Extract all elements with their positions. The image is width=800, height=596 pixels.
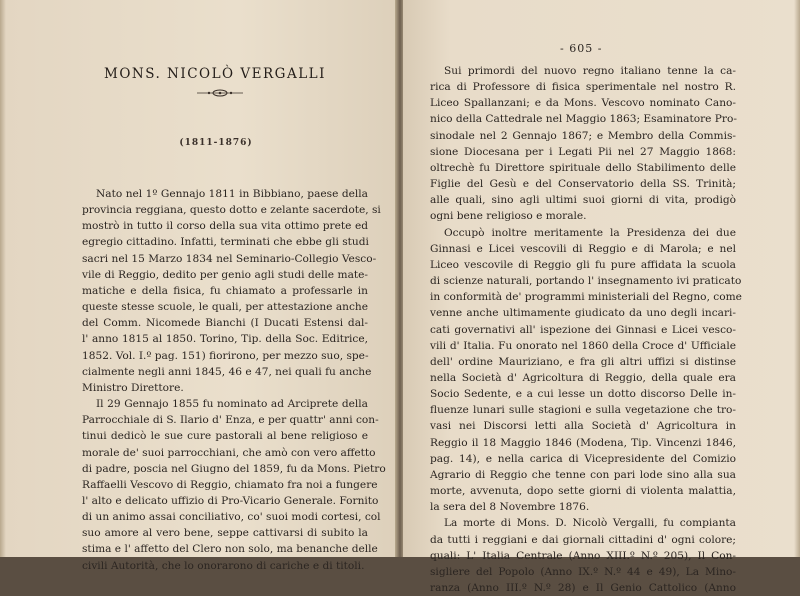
- text-line: Reggio il 18 Maggio 1846 (Modena, Tip. Vincenzi 1846,: [430, 436, 736, 449]
- text-line: Raffaelli Vescovo di Reggio, chiamato fra noi a fungere: [82, 478, 378, 491]
- text-line: sione Diocesana per i Legati Pii nel 27 Maggio 1868:: [430, 145, 736, 158]
- text-line: Socio Sedente, e a cui lesse un dotto discorso Delle in-: [430, 388, 736, 401]
- text-line: nico della Cattedrale nel Maggio 1863; Esaminatore Pro-: [430, 113, 737, 126]
- text-line: di un animo assai conciliativo, co' suoi modi cortesi, col: [82, 511, 381, 524]
- page-edge-shadow: [794, 0, 800, 557]
- text-line: Parrocchiale di S. Ilario d' Enza, e per quattr' anni con-: [82, 414, 379, 427]
- text-line: Liceo Spallanzani; e da Mons. Vescovo nominato Cano-: [430, 97, 736, 110]
- text-line: rica di Professore di fisica sperimentale nel nostro R.: [430, 81, 736, 94]
- text-line: in conformità de' programmi ministeriali del Regno, come: [430, 291, 742, 304]
- text-line: vile di Reggio, dedito per genio agli studi delle mate-: [82, 268, 368, 281]
- text-line: 1852. Vol. I.º pag. 151) fiorirono, per mezzo suo, spe-: [82, 349, 369, 362]
- text-line: di scienze naturali, portando l' insegnamento ivi praticato: [430, 275, 742, 288]
- text-line: Nato nel 1º Gennajo 1811 in Bibbiano, paese della: [96, 188, 368, 200]
- text-line: sacri nel 15 Marzo 1834 nel Seminario-Collegio Vesco-: [82, 252, 377, 265]
- text-line: fluenze lunari sulle stagioni e sulla vegetazione che tro-: [430, 404, 736, 417]
- text-line: oltrechè fu Direttore spirituale dello Stabilimento delle: [430, 161, 736, 174]
- ornament-divider-icon: [195, 88, 245, 98]
- text-line: stima e l' affetto del Clero non solo, ma benanche delle: [82, 543, 378, 556]
- left-body-text: [82, 186, 386, 574]
- text-line: alle quali, sino agli ultimi suoi giorni di vita, prodigò: [430, 194, 736, 207]
- text-line: del Comm. Nicomede Bianchi (I Ducati Estensi dal-: [82, 317, 368, 330]
- text-line: suo amore al vero bene, seppe cattivarsi di subito la: [82, 527, 368, 540]
- text-line: nella Società d' Agricoltura di Reggio, della quale era: [430, 371, 736, 384]
- text-line: Agrario di Reggio che tenne con pari lode sino alla sua: [430, 468, 736, 481]
- text-line: dell' ordine Mauriziano, e fra gli altri uffizi si distinse: [430, 355, 736, 368]
- text-line: mostrò in tutto il corso della sua vita ottimo prete ed: [82, 220, 368, 233]
- text-line: cialmente negli anni 1845, 46 e 47, nei quali fu anche: [82, 365, 372, 378]
- text-line: pag. 14), e nella carica di Vicepresidente del Comizio: [430, 452, 736, 465]
- text-line: venne anche ultimamente giudicato da uno degli incari-: [430, 307, 736, 320]
- text-line: provincia reggiana, questo dotto e zelante sacerdote, si: [82, 204, 381, 217]
- text-line: La morte di Mons. D. Nicolò Vergalli, fu compianta: [444, 517, 736, 530]
- text-line: matiche e della fisica, fu chiamato a professarle in: [82, 284, 368, 297]
- text-line: l' anno 1815 al 1850. Torino, Tip. della Soc. Editrice,: [82, 333, 368, 346]
- right-page: [403, 0, 800, 594]
- text-line: la sera del 8 Novembre 1876.: [430, 501, 590, 514]
- text-line: egregio cittadino. Infatti, terminati che ebbe gli studi: [82, 236, 369, 249]
- page-number: - 605 -: [560, 42, 603, 55]
- text-line: sinodale nel 2 Gennajo 1867; e Membro della Commis-: [430, 129, 736, 142]
- text-line: da tutti i reggiani e dai giornali cittadini d' ogni colore;: [430, 533, 736, 546]
- text-line: l' alto e delicato uffizio di Pro-Vicario Generale. Fornito: [82, 494, 379, 507]
- text-line: ranza (Anno III.º N.º 28) e Il Genio Cattolico (Anno: [430, 582, 736, 594]
- page-title: MONS. NICOLÒ VERGALLI: [104, 66, 326, 82]
- text-line: ogni bene religioso e morale.: [430, 210, 587, 223]
- text-line: quali: L' Italia Centrale (Anno XIII.º N.º 205), Il Con-: [430, 549, 736, 562]
- text-line: Ministro Direttore.: [82, 381, 184, 394]
- text-line: sigliere del Popolo (Anno IX.º N.º 44 e 49), La Mino-: [430, 565, 736, 578]
- text-line: Figlie del Gesù e del Conservatorio della SS. Trinità;: [430, 178, 736, 191]
- life-dates: (1811-1876): [179, 138, 253, 148]
- text-line: Liceo vescovile di Reggio gli fu pure affidata la scuola: [430, 258, 736, 271]
- text-line: di padre, poscia nel Giugno del 1859, fu da Mons. Pietro: [82, 462, 386, 475]
- text-line: tinui dedicò le sue cure pastorali al bene religioso e: [82, 430, 368, 443]
- text-line: cati governativi all' ispezione dei Ginnasi e Licei vesco-: [430, 323, 736, 336]
- page-edge-shadow: [0, 0, 6, 557]
- right-body-text: [430, 63, 742, 596]
- text-line: morte, avvenuta, dopo sette giorni di violenta malattia,: [430, 485, 736, 498]
- text-line: Occupò inoltre meritamente la Presidenza dei due: [444, 226, 736, 239]
- text-line: queste stesse scuole, le quali, per attestazione anche: [82, 301, 368, 314]
- text-line: Ginnasi e Licei vescovili di Reggio e di Marola; e nel: [430, 242, 736, 255]
- left-page: [0, 0, 397, 572]
- text-line: civili Autorità, che lo onorarono di cariche e di titoli.: [82, 559, 365, 572]
- text-line: Sui primordi del nuovo regno italiano tenne la ca-: [444, 65, 736, 77]
- text-line: vasi nei Discorsi letti alla Società d' Agricoltura in: [430, 420, 736, 433]
- text-line: vili d' Italia. Fu onorato nel 1860 della Croce d' Ufficiale: [430, 339, 736, 352]
- text-line: Il 29 Gennajo 1855 fu nominato ad Arciprete della: [96, 398, 368, 411]
- text-line: morale de' suoi parrocchiani, che amò con vero affetto: [82, 446, 376, 459]
